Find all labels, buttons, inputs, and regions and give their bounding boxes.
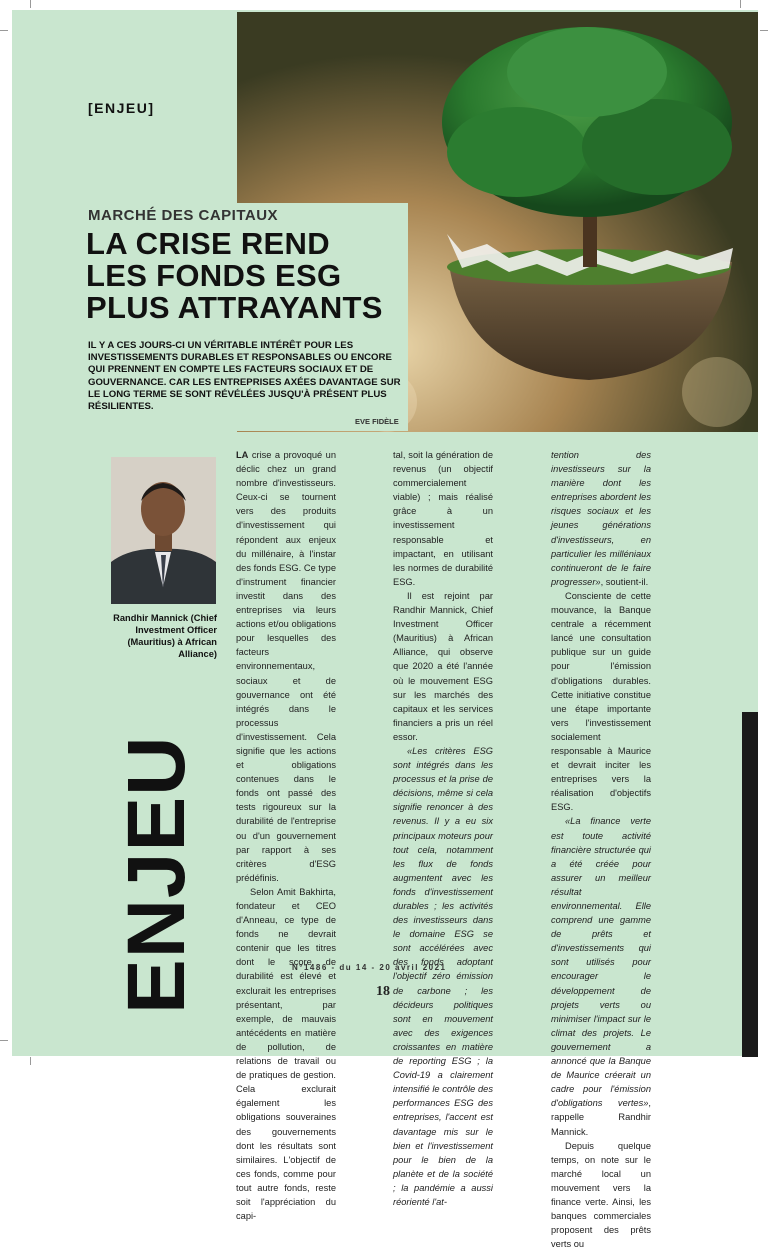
attribution: , rappelle Randhir Mannick. (551, 1098, 651, 1137)
vertical-label-text: ENJEU (111, 735, 202, 1014)
text-column-3 (551, 448, 651, 1251)
paragraph (551, 448, 651, 589)
paragraph-text: crise a provoqué un déclic chez un grand nombre d'investisseurs. Ceux-ci se tournent vers des produits d'investissement qui répondent aux enjeux du millénaire, à l'instar des fonds ESG. Ce type d'instrument financier investit dans des entreprises via leurs actions et/ou obligations pour lesquelles des facteurs environnementaux, sociaux et de gouvernance ont été intégrés dans le processus d'investissement. Cela signifie que les actions et obligations contenues dans le fonds ont passé des tests rigoureux sur la durabilité de l'entreprise ou d'un gouvernement par rapport à ses critères d'ESG prédéfinis. (236, 450, 336, 883)
title-line: PLUS ATTRAYANTS (86, 290, 383, 325)
title-line: LA CRISE REND (86, 226, 330, 261)
paragraph: Consciente de cette mouvance, la Banque centrale a récemment lancé une consultation publique sur un guide pour l'émission d'obligations durables. Cette initiative constitue une étape importante vers l'investissement socialement responsable à Maurice et devrait inciter les entreprises vers la réalisation d'objectifs ESG. (551, 590, 651, 813)
quote-text: «Les critères ESG sont intégrés dans les processus et la prise de décisions, même si cela signifie renoncer à des revenus. Il y a eu six principaux moteurs pour tout cela, notamment les flux de fonds augmentent avec les fonds d'investissement durables ; les activités des investisseurs dans le domaine ESG se sont accélérées avec des fonds adoptant l'objectif zéro émission de carbone ; les décideurs politiques sont en mouvement avec des exigences croissantes en matière de reporting ESG ; la Covid-19 a clairement intensifié le contrôle des performances ESG des entreprises, l'accent est davantage mis sur le bien et l'investissement pour le bien de la planète et de la société ; la pandémie a aussi réorienté l'at- (393, 745, 493, 1207)
crop-mark (760, 30, 768, 31)
author-byline: EVE FIDÈLE (355, 417, 399, 426)
lead-word: LA (236, 450, 249, 460)
crop-mark (740, 0, 741, 8)
attribution: , soutient-il. (600, 576, 649, 587)
paragraph: tal, soit la génération de revenus (un objectif commercialement viable) ; mais réalisé grâce à un investissement responsable et impactant, en utilisant les normes de durabilité ESG. (393, 450, 493, 587)
section-tag: [ENJEU] (88, 100, 155, 116)
paragraph (393, 744, 493, 1209)
side-bar-decoration (742, 712, 758, 1057)
paragraph: Il est rejoint par Randhir Mannick, Chief Investment Officer (Mauritius) à African Alliance, qui observe que 2020 a été l'année où le mouvement ESG sur les marchés des capitaux et les services financiers a pris un réel essor. (393, 590, 493, 742)
quote-text: tention des investisseurs sur la manière dont les entreprises abordent les risques sociaux et les jeunes générations d'investisseurs, en particulier les milléniaux continueront de le faire progresser» (551, 450, 651, 587)
portrait-photo (111, 457, 216, 604)
paragraph: Selon Amit Bakhirta, fondateur et CEO d'Anneau, ce type de fonds ne devrait contenir que les titres dont le score de durabilité est élevé et exclurait les entreprises présentant, par exemple, de mauvais antécédents en matière de pollution, de relations de travail ou de pratiques de gestion. Cela exclurait également les obligations souveraines des gouvernements dont les résultats sont similaires. L'objectif de ces fonds, comme pour tout autre fonds, reste soit l'appréciation du capi- (236, 886, 336, 1222)
kicker: MARCHÉ DES CAPITAUX (88, 207, 279, 224)
paragraph: Depuis quelque temps, on note sur le marché local un mouvement vers la finance verte. Ainsi, les banques commerciales proposent des prêts verts ou (551, 1140, 651, 1250)
lede: IL Y A CES JOURS-CI UN VÉRITABLE INTÉRÊT POUR LES INVESTISSEMENTS DURABLES ET RESPONSABLES OU ENCORE QUI PRENNENT EN COMPTE LES FACTEURS SOCIAUX ET DE GOUVERNANCE. CAR LES ENTREPRISES AXÉES DAVANTAGE SUR LE LONG TERME SE SONT RÉVÉLÉES JUSQU'À PRÉSENT PLUS RÉSILIENTES. (88, 340, 401, 413)
text-column-2 (393, 448, 493, 1209)
title-line: LES FONDS ESG (86, 258, 342, 293)
folio: N°1486 - du 14 - 20 avril 2021 (292, 963, 447, 972)
crop-mark (30, 0, 31, 8)
crop-mark (0, 30, 8, 31)
article-title (86, 228, 406, 324)
page-number: 18 (376, 984, 390, 999)
crop-mark (30, 1057, 31, 1065)
text-column-1 (236, 448, 336, 1223)
quote-text: «La finance verte est toute activité financière structurée qui a été créée pour assurer un meilleur résultat environnemental. Elle comprend une gamme de prêts et d'investissements qui sont utilisés pour encourager le développement de projets verts ou minimiser l'impact sur le climat des projets. Le gouvernement a annoncé que la Banque de Maurice créerait un cadre pour l'émission d'obligations vertes» (551, 816, 651, 1109)
paragraph (551, 814, 651, 1138)
paragraph (236, 448, 336, 885)
photo-caption: Randhir Mannick (Chief Investment Officer (Mauritius) à African Alliance) (113, 613, 217, 659)
vertical-section-label (40, 730, 202, 1014)
crop-mark (0, 1040, 8, 1041)
